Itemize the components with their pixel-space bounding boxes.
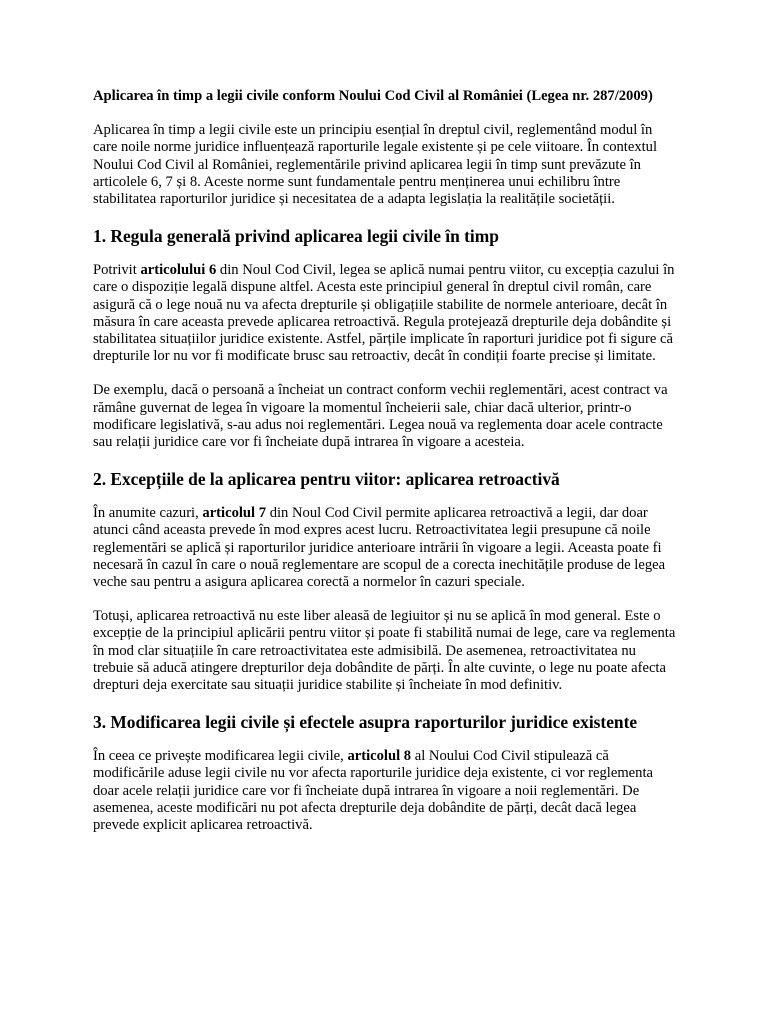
intro-paragraph: Aplicarea în timp a legii civile este un principiu esențial în dreptul civil, reglementând modul în care noile norme juridice influențează raporturile legale existente și pe cele viitoare. În contextul Noului Cod Civil al României, reglementările privind aplicarea legii în timp sunt prevăzute în articolele 6, 7 și 8. Aceste norme sunt fundamentale pentru menținerea unui echilibru între stabilitatea raporturilor juridice și necesitatea de a adapta legislația la realitățile societății. [93, 122, 658, 208]
section-1-paragraph-2: De exemplu, dacă o persoană a încheiat un contract conform vechii reglementări, acest contract va rămâne guvernat de legea în vigoare la momentul încheierii sale, chiar dacă ulterior, printr-o modificare legislativă, s-au adus noi reglementări. Legea nouă va reglementa doar acele contracte sau relații juridice care vor fi încheiate după intrarea în vigoare a acesteia. [93, 382, 668, 451]
section-2-p1-body: din Noul Cod Civil permite aplicarea retroactivă a legii, dar doar atunci când aceasta prevede în mod expres acest lucru. Retroactivitatea legii presupune că noile reglementări se aplică și raporturilor juridice anterioare intrării în vigoare a legii. Aceasta poate fi necesară în cazul în care o nouă reglementare are scopul de a corecta inechitățile produse de legea veche sau pentru a asigura aplicarea corectă a normelor în cazuri speciale. [93, 505, 666, 591]
section-3-p1-body: al Noului Cod Civil stipulează că modificările aduse legii civile nu vor afecta raporturile juridice deja existente, ci vor reglementa doar acele relații juridice care vor fi încheiate după intrarea în vigoare a noii reglementări. De asemenea, aceste modificări nu pot afecta drepturile deja dobândite de părți, decât dacă legea prevede explicit aplicarea retroactivă. [93, 748, 653, 834]
document-page [93, 88, 678, 834]
section-heading-1: 1. Regula generală privind aplicarea legii civile în timp [93, 226, 499, 247]
article-6-reference: articolului 6 [140, 262, 217, 279]
section-2-paragraph-1 [93, 505, 678, 591]
article-8-reference: articolul 8 [347, 748, 412, 765]
section-3-paragraph-1 [93, 748, 678, 834]
section-3-p1-lead: În ceea ce privește modificarea legii civile, [93, 748, 348, 765]
section-heading-2: 2. Excepțiile de la aplicarea pentru viitor: aplicarea retroactivă [93, 469, 560, 490]
section-2-paragraph-2: Totuși, aplicarea retroactivă nu este liber aleasă de legiuitor și nu se aplică în mod general. Este o excepție de la principiul aplicării pentru viitor și poate fi stabilită numai de lege, care va reglementa în mod clar situațiile în care retroactivitatea este admisibilă. De asemenea, retroactivitatea nu trebuie să aducă atingere drepturilor deja dobândite de părți. În alte cuvinte, o lege nu poate afecta drepturi deja exercitate sau situații juridice stabilite și încheiate în mod definitiv. [93, 608, 676, 694]
document-title: Aplicarea în timp a legii civile conform Noului Cod Civil al României (Legea nr. 287/2009) [93, 88, 653, 104]
section-2-p1-lead: În anumite cazuri, [93, 505, 203, 522]
article-7-reference: articolul 7 [202, 505, 267, 522]
section-1-p1-body: din Noul Cod Civil, legea se aplică numai pentru viitor, cu excepția cazului în care o dispoziție legală dispune altfel. Acesta este principiul general în dreptul civil român, care asigură că o lege nouă nu va afecta drepturile și obligațiile stabilite de normele anterioare, decât în măsura în care aceasta prevede aplicarea retroactivă. Regula protejează drepturile deja dobândite și stabilitatea situațiilor juridice existente. Astfel, părțile implicate în raporturi juridice pot fi sigure că drepturile lor nu vor fi modificate brusc sau retroactiv, decât în condiții foarte precise și limitate. [93, 262, 675, 365]
section-1-paragraph-1 [93, 262, 678, 365]
section-heading-3: 3. Modificarea legii civile și efectele asupra raporturilor juridice existente [93, 712, 638, 733]
section-1-p1-lead: Potrivit [93, 262, 141, 279]
